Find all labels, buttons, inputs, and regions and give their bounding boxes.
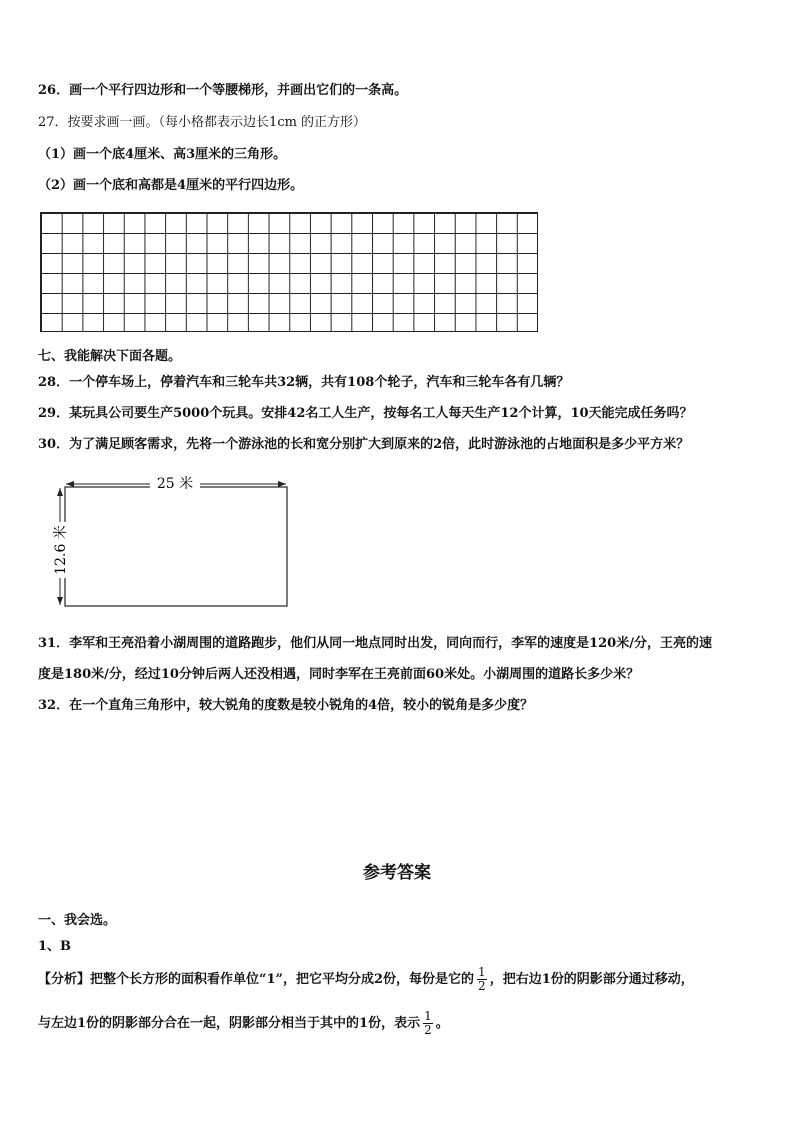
fraction-numerator: 1 [478,965,486,979]
question-27-part-1: （1）画一个底4厘米、高3厘米的三角形。 [38,147,287,162]
pool-rectangle-figure [38,472,298,612]
width-arrow-top [57,488,63,496]
fraction-one-half-2 [423,1010,433,1037]
fraction-one-half [477,966,487,993]
drawing-grid [40,212,538,332]
question-27: 27．按要求画一画。（每小格都表示边长1cm 的正方形） [38,115,367,130]
question-27-part-2: （2）画一个底和高都是4厘米的平行四边形。 [38,178,304,193]
fraction-numerator-2: 1 [424,1009,432,1023]
analysis-text-a: 【分析】把整个长方形的面积看作单位“1”，把它平均分成2份，每份是它的 [38,972,475,987]
analysis-text-b: ，把右边1份的阴影部分通过移动， [489,972,694,987]
question-30: 30．为了满足顾客需求，先将一个游泳池的长和宽分别扩大到原来的2倍，此时游泳池的占地面积是多少平方米？ [38,437,690,452]
analysis-line-2 [38,1010,449,1038]
analysis-line-1 [38,966,694,994]
section-7-heading: 七、我能解决下面各题。 [38,349,182,364]
answers-title: 参考答案 [363,863,431,883]
question-31-line-2: 度是180米/分，经过10分钟后两人还没相遇，同时李军在王亮前面60米处。小湖周围的道路长多少米？ [38,667,640,682]
length-label: 25 米 [156,476,194,492]
answer-1: 1、B [38,939,72,954]
pool-rectangle [65,487,287,606]
analysis-text-c: 与左边1份的阴影部分合在一起，阴影部分相当于其中的1份，表示 [38,1016,421,1031]
fraction-denominator-2: 2 [424,1023,432,1037]
question-26: 26．画一个平行四边形和一个等腰梯形，并画出它们的一条高。 [38,83,408,98]
width-arrow-bottom [57,597,63,605]
length-arrow-right [278,481,286,487]
question-31-line-1: 31．李军和王亮沿着小湖周围的道路跑步，他们从同一地点同时出发，同向而行，李军的速度是120米/分，王亮的速 [38,636,712,651]
question-29: 29．某玩具公司要生产5000个玩具。安排42名工人生产，按每名工人每天生产12个计算，10天能完成任务吗？ [38,406,693,421]
fraction-denominator: 2 [478,979,486,993]
question-28: 28．一个停车场上，停着汽车和三轮车共32辆，共有108个轮子，汽车和三轮车各有几辆？ [38,375,570,390]
analysis-text-d: 。 [435,1016,449,1031]
question-32: 32．在一个直角三角形中，较大锐角的度数是较小锐角的4倍，较小的锐角是多少度？ [38,698,534,713]
length-arrow-left [66,481,74,487]
width-label: 12.6 米 [53,525,69,575]
answers-section-1: 一、我会选。 [38,913,117,928]
